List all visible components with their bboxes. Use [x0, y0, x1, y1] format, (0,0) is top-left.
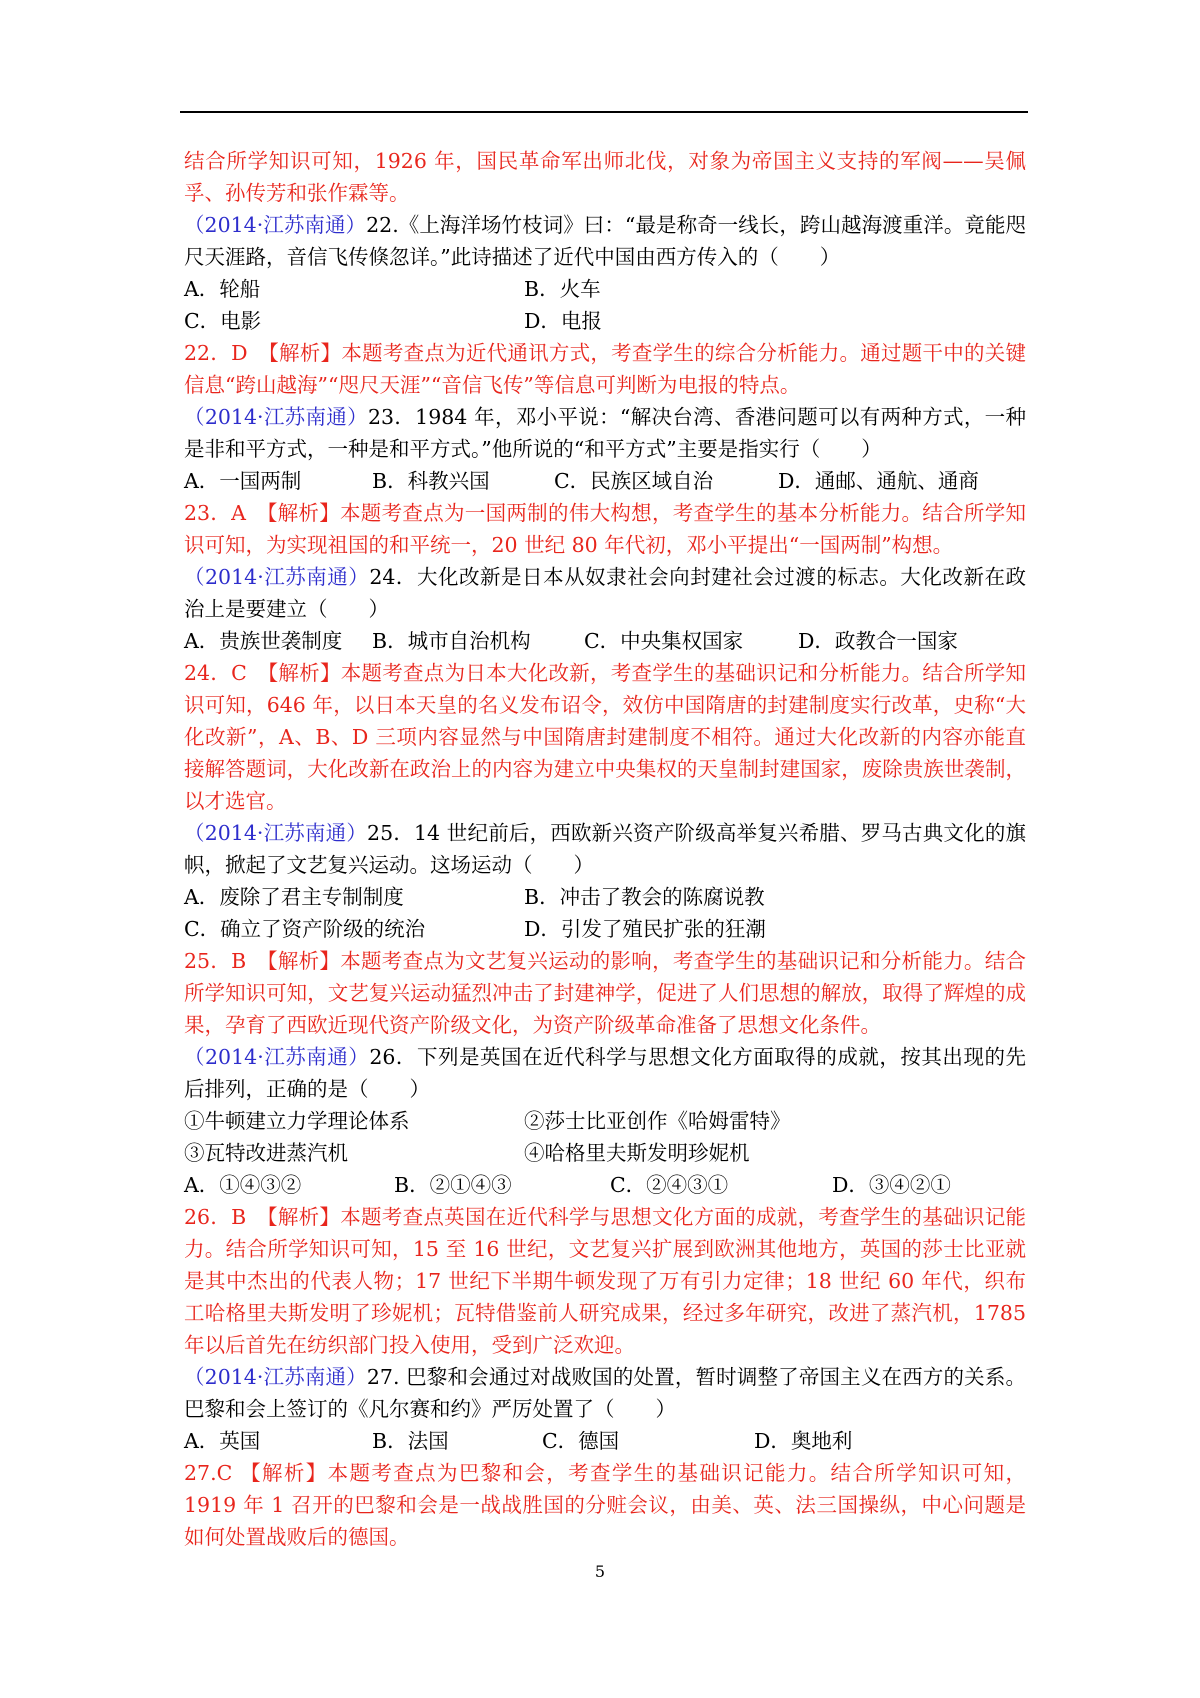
- question-25-options-row-1: [184, 881, 1026, 913]
- question-26-stem: （2014·江苏南通）26．下列是英国在近代科学与思想文化方面取得的成就，按其出现的先后排列，正确的是（ ）: [184, 1045, 1026, 1101]
- option-a: A．一国两制: [184, 469, 302, 493]
- question-23-stem: （2014·江苏南通）23．1984 年，邓小平说：“解决台湾、香港问题可以有两种方式，一种是非和平方式，一种是和平方式。”他所说的“和平方式”主要是指实行（ ）: [184, 405, 1026, 461]
- item-1: ①牛顿建立力学理论体系: [184, 1109, 410, 1133]
- question-26-options: [184, 1169, 1026, 1201]
- option-a: A．英国: [184, 1429, 261, 1453]
- question-22-options-row-1: [184, 273, 1026, 305]
- option-a: A．①④③②: [184, 1173, 302, 1197]
- question-25-answer: 25．B 【解析】本题考查点为文艺复兴运动的影响，考查学生的基础识记和分析能力。结合所学知识可知，文艺复兴运动猛烈冲击了封建神学，促进了人们思想的解放，取得了辉煌的成果，孕育了西欧近现代资产阶级文化，为资产阶级革命准备了思想文化条件。: [184, 949, 1026, 1037]
- option-c: C．②④③①: [610, 1173, 729, 1197]
- option-d: D．电报: [524, 309, 602, 333]
- question-source: （2014·江苏南通）: [184, 405, 368, 429]
- question-27-answer: 27.C 【解析】本题考查点为巴黎和会，考查学生的基础识记能力。结合所学知识可知，1919 年 1 召开的巴黎和会是一战战胜国的分赃会议，由美、英、法三国操纵，中心问题是如何处置战败后的德国。: [184, 1461, 1026, 1549]
- option-c: C．民族区域自治: [554, 469, 714, 493]
- option-a: A．轮船: [184, 277, 261, 301]
- option-d: D．奥地利: [754, 1429, 853, 1453]
- option-c: C．德国: [542, 1429, 620, 1453]
- item-2: ②莎士比亚创作《哈姆雷特》: [524, 1109, 791, 1133]
- question-source: （2014·江苏南通）: [184, 821, 368, 845]
- option-b: B．冲击了教会的陈腐说教: [524, 885, 765, 909]
- question-27-options: [184, 1425, 1026, 1457]
- option-c: C．电影: [184, 309, 262, 333]
- question-26-answer: 26．B 【解析】本题考查点英国在近代科学与思想文化方面的成就，考查学生的基础识记能力。结合所学知识可知，15 至 16 世纪，文艺复兴扩展到欧洲其他地方，英国的莎士比亚就是其中杰出的代表人物；17 世纪下半期牛顿发现了万有引力定律；18 世纪 60 年代，织布工哈格里夫斯发明了珍妮机；瓦特借鉴前人研究成果，经过多年研究，改进了蒸汽机，1785 年以后首先在纺织部门投入使用，受到广泛欢迎。: [184, 1205, 1026, 1357]
- question-source: （2014·江苏南通）: [184, 1365, 367, 1389]
- page-number: 5: [594, 1562, 606, 1581]
- question-source: （2014·江苏南通）: [184, 1045, 370, 1069]
- option-d: D．通邮、通航、通商: [778, 469, 979, 493]
- option-c: C．确立了资产阶级的统治: [184, 917, 426, 941]
- question-24-answer: 24．C 【解析】本题考查点为日本大化改新，考查学生的基础识记和分析能力。结合所学知识可知，646 年，以日本天皇的名义发布诏令，效仿中国隋唐的封建制度实行改革，史称“大化改新”，A、B、D 三项内容显然与中国隋唐封建制度不相符。通过大化改新的内容亦能直接解答题词，大化改新在政治上的内容为建立中央集权的天皇制封建国家，废除贵族世袭制，以才选官。: [184, 661, 1026, 813]
- option-d: D．政教合一国家: [798, 629, 958, 653]
- document-body: [184, 145, 1026, 1553]
- item-3: ③瓦特改进蒸汽机: [184, 1141, 348, 1165]
- question-25-stem: （2014·江苏南通）25．14 世纪前后，西欧新兴资产阶级高举复兴希腊、罗马古典文化的旗帜，掀起了文艺复兴运动。这场运动（ ）: [184, 821, 1027, 877]
- question-23-options: [184, 465, 1026, 497]
- option-b: B．火车: [524, 277, 601, 301]
- header-rule: [180, 111, 1028, 113]
- option-b: B．②①④③: [394, 1173, 512, 1197]
- option-c: C．中央集权国家: [584, 629, 744, 653]
- option-b: B．科教兴国: [372, 469, 490, 493]
- option-d: D．引发了殖民扩张的狂潮: [524, 917, 766, 941]
- question-source: （2014·江苏南通）: [184, 213, 367, 237]
- question-26-items-row-2: [184, 1137, 1026, 1169]
- question-26-items-row-1: [184, 1105, 1026, 1137]
- option-d: D．③④②①: [832, 1173, 951, 1197]
- question-24-options: [184, 625, 1026, 657]
- question-source: （2014·江苏南通）: [184, 565, 370, 589]
- question-27-stem: （2014·江苏南通）27. 巴黎和会通过对战败国的处置，暂时调整了帝国主义在西方的关系。巴黎和会上签订的《凡尔赛和约》严厉处置了（ ）: [184, 1365, 1026, 1421]
- option-a: A．废除了君主专制制度: [184, 885, 404, 909]
- question-23-answer: 23．A 【解析】本题考查点为一国两制的伟大构想，考查学生的基本分析能力。结合所学知识可知，为实现祖国的和平统一，20 世纪 80 年代初，邓小平提出“一国两制”构想。: [184, 501, 1026, 557]
- option-a: A．贵族世袭制度: [184, 629, 343, 653]
- question-22-options-row-2: [184, 305, 1026, 337]
- option-b: B．城市自治机构: [372, 629, 531, 653]
- intro-analysis: 结合所学知识可知，1926 年，国民革命军出师北伐，对象为帝国主义支持的军阀——吴佩孚、孙传芳和张作霖等。: [184, 149, 1026, 205]
- question-22-stem: （2014·江苏南通）22.《上海洋场竹枝词》曰：“最是称奇一线长，跨山越海渡重洋。竟能咫尺天涯路，音信飞传倏忽详。”此诗描述了近代中国由西方传入的（ ）: [184, 213, 1026, 269]
- question-24-stem: （2014·江苏南通）24．大化改新是日本从奴隶社会向封建社会过渡的标志。大化改新在政治上是要建立（ ）: [184, 565, 1026, 621]
- option-b: B．法国: [372, 1429, 449, 1453]
- item-4: ④哈格里夫斯发明珍妮机: [524, 1141, 750, 1165]
- question-22-answer: 22．D 【解析】本题考查点为近代通讯方式，考查学生的综合分析能力。通过题干中的关键信息“跨山越海”“咫尺天涯”“音信飞传”等信息可判断为电报的特点。: [184, 341, 1026, 397]
- question-25-options-row-2: [184, 913, 1026, 945]
